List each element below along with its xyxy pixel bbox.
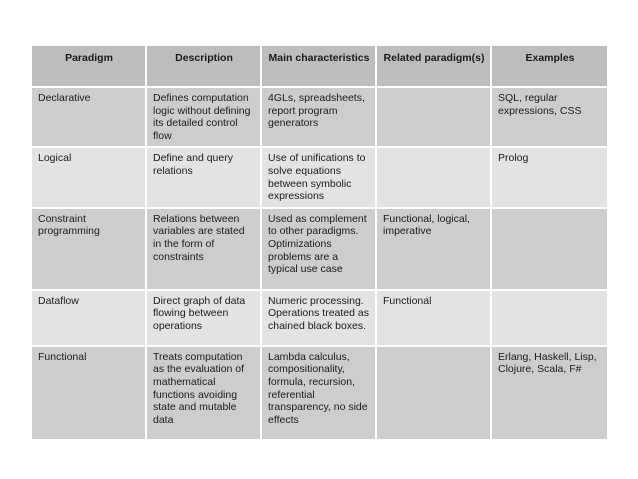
cell-characteristics: 4GLs, spreadsheets, report program generators [261, 87, 376, 147]
cell-characteristics: Numeric processing. Operations treated as chained black boxes. [261, 290, 376, 346]
cell-related [376, 147, 491, 207]
cell-paradigm: Constraint programming [31, 208, 146, 290]
cell-related [376, 346, 491, 440]
header-paradigm: Paradigm [31, 45, 146, 87]
cell-examples [491, 208, 608, 290]
cell-description: Treats computation as the evaluation of mathematical functions avoiding state and mutable data [146, 346, 261, 440]
cell-paradigm: Dataflow [31, 290, 146, 346]
cell-examples [491, 290, 608, 346]
cell-paradigm: Logical [31, 147, 146, 207]
cell-description: Relations between variables are stated in the form of constraints [146, 208, 261, 290]
table-row [31, 290, 608, 346]
cell-related [376, 87, 491, 147]
table-row [31, 346, 608, 440]
header-examples: Examples [491, 45, 608, 87]
table-row [31, 147, 608, 207]
cell-related: Functional, logical, imperative [376, 208, 491, 290]
cell-related: Functional [376, 290, 491, 346]
table-header-row [31, 45, 608, 87]
cell-characteristics: Used as complement to other paradigms. Optimizations problems are a typical use case [261, 208, 376, 290]
table-row [31, 208, 608, 290]
cell-description: Defines computation logic without defining its detailed control flow [146, 87, 261, 147]
header-related-paradigms: Related paradigm(s) [376, 45, 491, 87]
cell-characteristics: Lambda calculus, compositionality, formula, recursion, referential transparency, no side effects [261, 346, 376, 440]
cell-paradigm: Declarative [31, 87, 146, 147]
cell-examples: Prolog [491, 147, 608, 207]
table-row [31, 87, 608, 147]
cell-characteristics: Use of unifications to solve equations between symbolic expressions [261, 147, 376, 207]
cell-examples: SQL, regular expressions, CSS [491, 87, 608, 147]
paradigm-table [30, 44, 609, 441]
cell-description: Direct graph of data flowing between operations [146, 290, 261, 346]
cell-paradigm: Functional [31, 346, 146, 440]
cell-description: Define and query relations [146, 147, 261, 207]
header-main-characteristics: Main characteristics [261, 45, 376, 87]
header-description: Description [146, 45, 261, 87]
cell-examples: Erlang, Haskell, Lisp, Clojure, Scala, F# [491, 346, 608, 440]
